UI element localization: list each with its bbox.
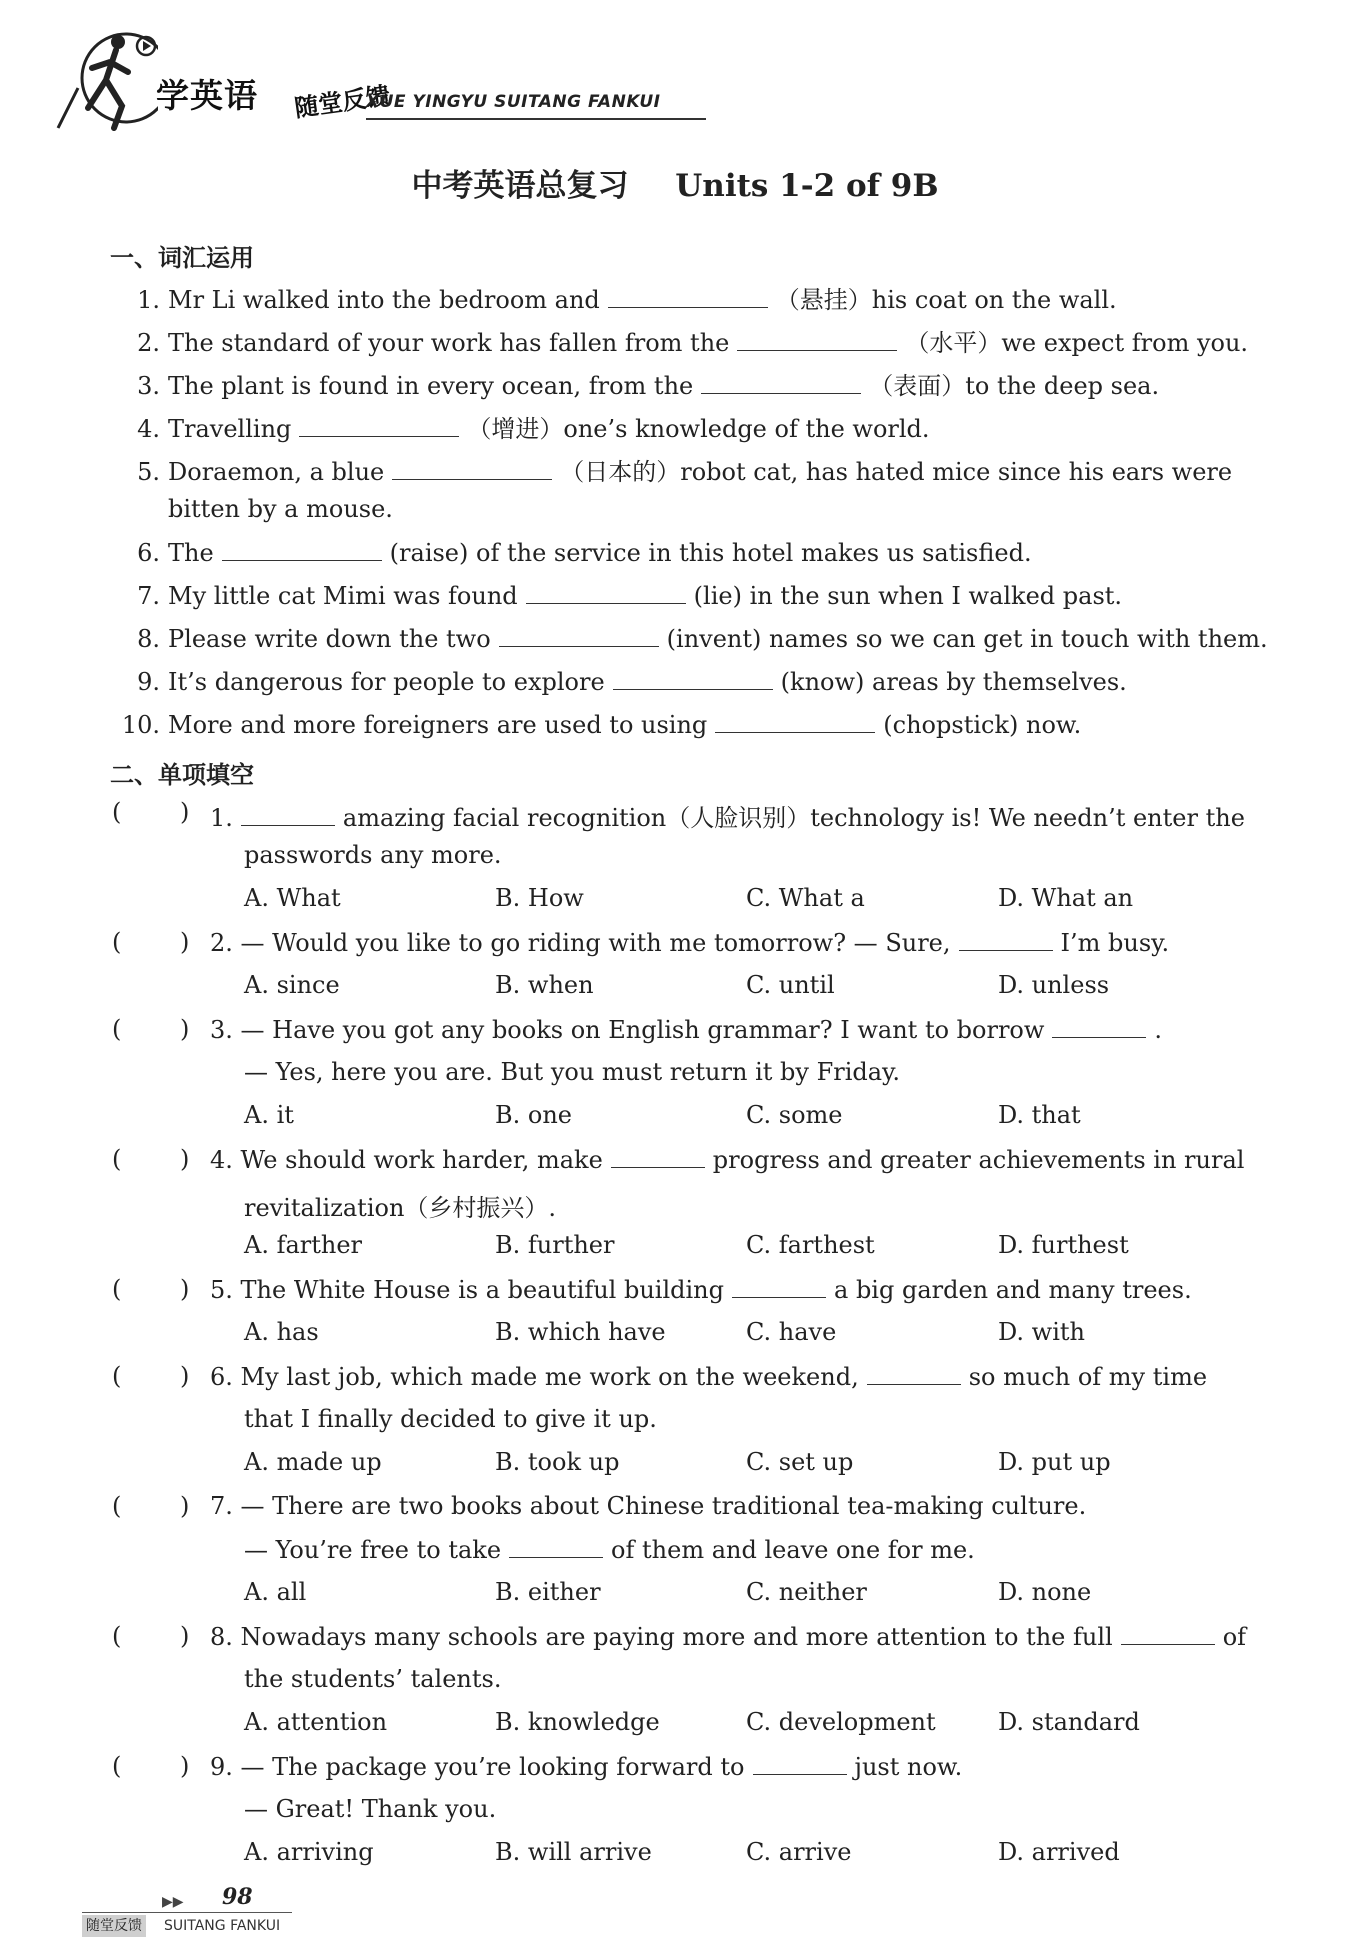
bracket-open: ( [112, 928, 122, 956]
mc-question-9 [210, 1752, 962, 1781]
mc-question-8-continued: the students’ talents. [244, 1665, 502, 1693]
section-multiple-choice-title: 二、单项填空 [110, 761, 254, 789]
answer-blank[interactable] [222, 538, 382, 561]
vocab-item-2 [112, 323, 1248, 358]
answer-blank[interactable] [701, 371, 861, 394]
question-text-end: so much of my time [968, 1363, 1208, 1391]
vocab-item-3 [112, 366, 1159, 401]
question-number: 5. [210, 1276, 233, 1304]
answer-blank[interactable] [1121, 1622, 1215, 1645]
question-text: — The package you’re looking forward to [240, 1753, 745, 1781]
option-b[interactable]: B. How [495, 884, 584, 912]
footer-badge: 随堂反馈 [82, 1915, 146, 1937]
item-number: 5. [137, 458, 160, 486]
question-text: My last job, which made me work on the weekend, [240, 1363, 859, 1391]
answer-blank[interactable] [526, 581, 686, 604]
answer-blank[interactable] [608, 285, 768, 308]
answer-bracket[interactable] [112, 798, 190, 826]
answer-bracket[interactable] [112, 1492, 190, 1520]
option-d[interactable]: D. none [998, 1578, 1092, 1606]
vocab-item-5 [112, 452, 1232, 487]
item-number: 4. [137, 415, 160, 443]
brand-subtitle: 随堂反馈 [292, 81, 392, 123]
section-vocabulary-title: 一、词汇运用 [110, 244, 254, 272]
brand-title: 学英语 [156, 76, 258, 115]
option-d[interactable]: D. standard [998, 1708, 1140, 1736]
option-b[interactable]: B. will arrive [495, 1838, 652, 1866]
bracket-open: ( [112, 1275, 122, 1303]
answer-blank[interactable] [1052, 1015, 1146, 1038]
answer-blank[interactable] [715, 710, 875, 733]
question-number: 2. [210, 929, 233, 957]
item-hint: （表面）to the deep sea. [869, 372, 1160, 400]
item-text: The standard of your work has fallen from the [168, 329, 730, 357]
question-text-end: a big garden and many trees. [834, 1276, 1192, 1304]
bracket-close: ) [180, 1145, 190, 1173]
question-text-end: . [1154, 1016, 1163, 1044]
bracket-open: ( [112, 1015, 122, 1043]
question-number: 8. [210, 1623, 233, 1651]
option-d[interactable]: D. put up [998, 1448, 1111, 1476]
mc-question-9-continued: — Great! Thank you. [244, 1795, 497, 1823]
footer-arrow-icon: ▶▶ [162, 1894, 184, 1910]
option-b[interactable]: B. further [495, 1231, 615, 1259]
option-c[interactable]: C. until [746, 971, 835, 999]
vocab-item-9 [112, 667, 1127, 696]
question-text-end: I’m busy. [1060, 929, 1170, 957]
question-text: Nowadays many schools are paying more and more attention to the full [240, 1623, 1113, 1651]
bracket-open: ( [112, 1752, 122, 1780]
option-b[interactable]: B. knowledge [495, 1708, 660, 1736]
question-number: 1. [210, 804, 233, 832]
option-a[interactable]: A. farther [244, 1231, 363, 1259]
answer-blank[interactable] [611, 1145, 705, 1168]
question-text: — Would you like to go riding with me tomorrow? — Sure, [240, 929, 951, 957]
item-number: 8. [137, 625, 160, 653]
answer-blank[interactable] [392, 457, 552, 480]
question-number: 6. [210, 1363, 233, 1391]
item-text: It’s dangerous for people to explore [168, 668, 605, 696]
item-number: 3. [137, 372, 160, 400]
option-b[interactable]: B. either [495, 1578, 601, 1606]
option-d[interactable]: D. that [998, 1101, 1081, 1129]
bracket-open: ( [112, 798, 122, 826]
option-d[interactable]: D. unless [998, 971, 1110, 999]
mc-question-8 [210, 1622, 1246, 1651]
answer-blank[interactable] [867, 1362, 961, 1385]
bracket-close: ) [180, 1015, 190, 1043]
mc-question-4 [210, 1145, 1244, 1174]
page-title [0, 160, 1350, 205]
option-c[interactable]: C. What a [746, 884, 865, 912]
answer-bracket[interactable] [112, 1275, 190, 1303]
option-a[interactable]: A. arriving [244, 1838, 374, 1866]
mc-question-1-continued: passwords any more. [244, 841, 502, 869]
answer-bracket[interactable] [112, 1362, 190, 1390]
bracket-open: ( [112, 1362, 122, 1390]
option-a[interactable]: A. all [244, 1578, 307, 1606]
answer-blank[interactable] [732, 1275, 826, 1298]
answer-bracket[interactable] [112, 1015, 190, 1043]
vocab-item-7 [112, 581, 1122, 610]
option-d[interactable]: D. with [998, 1318, 1085, 1346]
vocab-item-5-continued: bitten by a mouse. [168, 495, 393, 523]
option-d[interactable]: D. arrived [998, 1838, 1120, 1866]
answer-bracket[interactable] [112, 1145, 190, 1173]
item-hint: (know) areas by themselves. [780, 668, 1127, 696]
title-english: Units 1-2 of 9B [675, 168, 939, 204]
question-number: 3. [210, 1016, 233, 1044]
answer-blank[interactable] [509, 1535, 603, 1558]
option-b[interactable]: B. when [495, 971, 594, 999]
bracket-open: ( [112, 1622, 122, 1650]
option-b[interactable]: B. one [495, 1101, 573, 1129]
runner-logo-icon [48, 28, 158, 138]
vocab-item-4 [112, 409, 930, 444]
item-number: 1. [137, 286, 160, 314]
header-banner [48, 28, 668, 138]
question-text: — There are two books about Chinese traditional tea-making culture. [240, 1492, 1087, 1520]
option-d[interactable]: D. furthest [998, 1231, 1129, 1259]
option-c[interactable]: C. neither [746, 1578, 867, 1606]
mc-question-6 [210, 1362, 1207, 1391]
bracket-close: ) [180, 798, 190, 826]
mc-question-4-continued: revitalization（乡村振兴）. [244, 1194, 557, 1222]
answer-blank[interactable] [499, 624, 659, 647]
option-c[interactable]: C. have [746, 1318, 837, 1346]
mc-question-2 [210, 928, 1169, 957]
item-hint: (chopstick) now. [883, 711, 1082, 739]
vocab-item-10 [112, 710, 1081, 739]
question-number: 7. [210, 1492, 233, 1520]
footer-pinyin: SUITANG FANKUI [164, 1918, 281, 1934]
mc-question-7-continued [244, 1535, 975, 1564]
option-a[interactable]: A. What [244, 884, 341, 912]
answer-bracket[interactable] [112, 928, 190, 956]
item-hint: （日本的）robot cat, has hated mice since his ears were [560, 458, 1233, 486]
answer-blank[interactable] [753, 1752, 847, 1775]
item-hint: （悬挂）his coat on the wall. [775, 286, 1117, 314]
item-number: 9. [137, 668, 160, 696]
bracket-close: ) [180, 1275, 190, 1303]
vocab-item-1 [112, 280, 1117, 315]
item-text: Mr Li walked into the bedroom and [168, 286, 600, 314]
option-b[interactable]: B. took up [495, 1448, 620, 1476]
answer-blank[interactable] [299, 414, 459, 437]
question-text-end: progress and greater achievements in rural [712, 1146, 1245, 1174]
question-text-end: of [1222, 1623, 1247, 1651]
mc-question-3 [210, 1015, 1162, 1044]
item-hint: (invent) names so we can get in touch with them. [666, 625, 1268, 653]
bracket-close: ) [180, 1752, 190, 1780]
question-text: amazing facial recognition（人脸识别）technology is! We needn’t enter the [342, 804, 1245, 832]
mc-question-7 [210, 1492, 1086, 1520]
item-text: Doraemon, a blue [168, 458, 385, 486]
option-a[interactable]: A. since [244, 971, 340, 999]
answer-blank[interactable] [613, 667, 773, 690]
question-text-end: just now. [854, 1753, 963, 1781]
footer-rule [82, 1912, 292, 1913]
option-b[interactable]: B. which have [495, 1318, 666, 1346]
bracket-close: ) [180, 928, 190, 956]
item-number: 2. [137, 329, 160, 357]
option-d[interactable]: D. What an [998, 884, 1134, 912]
option-c[interactable]: C. development [746, 1708, 936, 1736]
header-rule [366, 118, 706, 120]
answer-bracket[interactable] [112, 1752, 190, 1780]
bracket-open: ( [112, 1492, 122, 1520]
option-a[interactable]: A. attention [244, 1708, 388, 1736]
item-hint: (lie) in the sun when I walked past. [693, 582, 1123, 610]
page-number: 98 [222, 1884, 253, 1910]
option-c[interactable]: C. set up [746, 1448, 854, 1476]
answer-bracket[interactable] [112, 1622, 190, 1650]
option-a[interactable]: A. it [244, 1101, 294, 1129]
bracket-close: ) [180, 1492, 190, 1520]
item-number: 7. [137, 582, 160, 610]
option-c[interactable]: C. farthest [746, 1231, 875, 1259]
brand-pinyin: XUE YINGYU SUITANG FANKUI [366, 92, 661, 112]
mc-question-6-continued: that I finally decided to give it up. [244, 1405, 657, 1433]
mc-question-1 [210, 798, 1245, 833]
bracket-close: ) [180, 1362, 190, 1390]
option-a[interactable]: A. has [244, 1318, 319, 1346]
question-text: The White House is a beautiful building [240, 1276, 724, 1304]
item-text: More and more foreigners are used to using [168, 711, 708, 739]
item-text: The [168, 539, 214, 567]
vocab-item-6 [112, 538, 1032, 567]
question-text: — You’re free to take [244, 1536, 502, 1564]
option-a[interactable]: A. made up [244, 1448, 382, 1476]
mc-question-3-continued: — Yes, here you are. But you must return it by Friday. [244, 1058, 901, 1086]
answer-blank[interactable] [737, 328, 897, 351]
item-text: The plant is found in every ocean, from the [168, 372, 694, 400]
option-c[interactable]: C. arrive [746, 1838, 852, 1866]
item-hint: (raise) of the service in this hotel makes us satisfied. [389, 539, 1032, 567]
question-text: We should work harder, make [240, 1146, 603, 1174]
question-number: 9. [210, 1753, 233, 1781]
item-hint: （增进）one’s knowledge of the world. [467, 415, 930, 443]
bracket-close: ) [180, 1622, 190, 1650]
option-c[interactable]: C. some [746, 1101, 843, 1129]
item-hint: （水平）we expect from you. [905, 329, 1249, 357]
item-text: My little cat Mimi was found [168, 582, 518, 610]
bracket-open: ( [112, 1145, 122, 1173]
item-number: 10. [121, 711, 160, 739]
item-text: Please write down the two [168, 625, 491, 653]
item-number: 6. [137, 539, 160, 567]
vocab-item-8 [112, 624, 1268, 653]
answer-blank[interactable] [959, 928, 1053, 951]
answer-blank[interactable] [241, 803, 335, 826]
item-text: Travelling [168, 415, 292, 443]
title-chinese: 中考英语总复习 [411, 168, 629, 204]
question-text: — Have you got any books on English grammar? I want to borrow [240, 1016, 1045, 1044]
mc-question-5 [210, 1275, 1192, 1304]
question-text-end: of them and leave one for me. [611, 1536, 975, 1564]
question-number: 4. [210, 1146, 233, 1174]
